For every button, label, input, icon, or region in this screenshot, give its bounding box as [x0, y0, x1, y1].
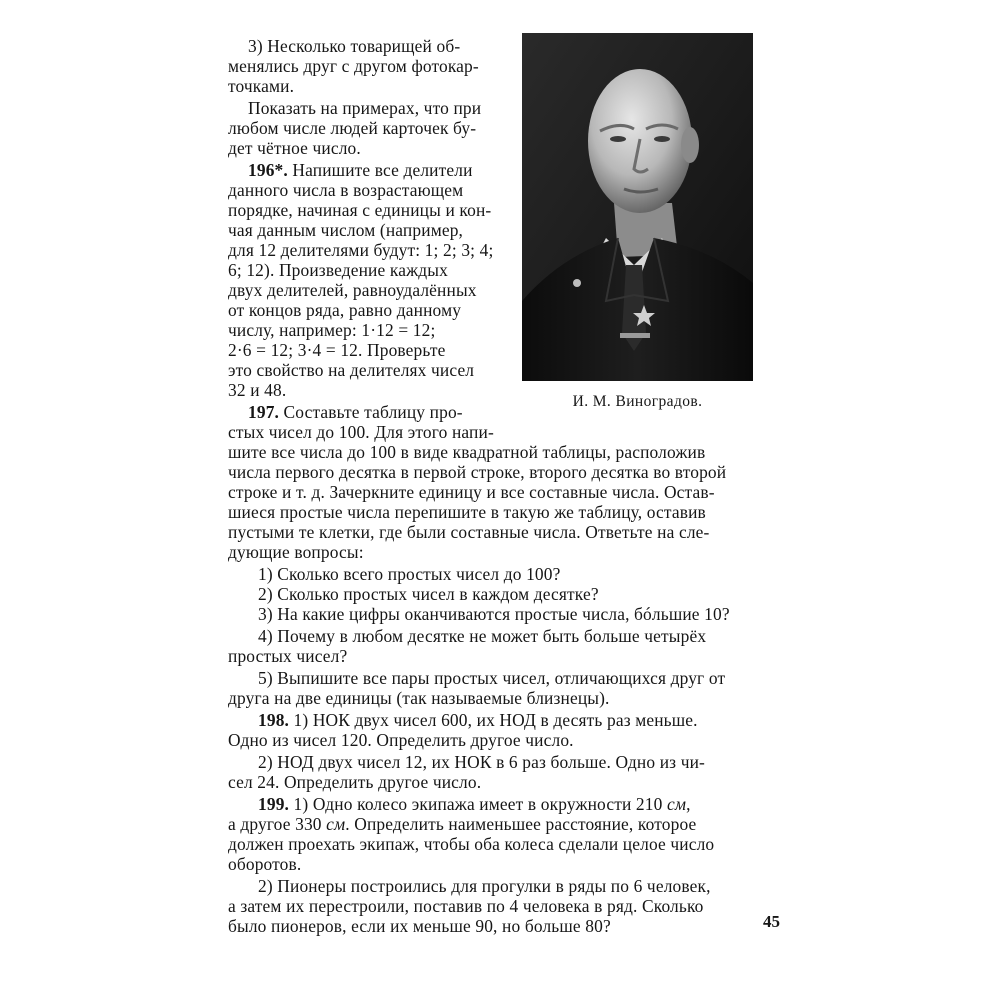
text-line: шиеся простые числа перепишите в такую же таблицу, оставив	[228, 502, 706, 522]
text-line: любом числе людей карточек бу-	[228, 118, 477, 138]
text-line: было пионеров, если их меньше 90, но больше 80?	[228, 916, 611, 936]
text-line: Одно из чисел 120. Определить другое число.	[228, 730, 574, 750]
question-1: 1) Сколько всего простых чисел до 100?	[258, 564, 561, 584]
portrait-illustration	[522, 33, 753, 381]
text-line: данного числа в возрастающем	[228, 180, 464, 200]
text-line: 2) НОД двух чисел 12, их НОК в 6 раз больше. Одно из чи-	[258, 752, 705, 772]
text-line: 2·6 = 12; 3·4 = 12. Проверьте	[228, 340, 446, 360]
text-line: стых чисел до 100. Для этого напи-	[228, 422, 494, 442]
text-span: ,	[686, 794, 691, 814]
text-line: а затем их перестроили, поставив по 4 человека в ряд. Сколько	[228, 896, 704, 916]
problem-196-first-line	[248, 160, 473, 180]
text-line: должен проехать экипаж, чтобы оба колеса сделали целое число	[228, 834, 715, 854]
text-line: это свойство на делителях чисел	[228, 360, 475, 380]
text-line: 6; 12). Произведение каждых	[228, 260, 448, 280]
problem-number: 196*.	[248, 160, 288, 180]
text-line: сел 24. Определить другое число.	[228, 772, 482, 792]
text-line: 2) Пионеры построились для прогулки в ряды по 6 человек,	[258, 876, 711, 896]
text-line: двух делителей, равноудалённых	[228, 280, 477, 300]
question-2: 2) Сколько простых чисел в каждом десятке?	[258, 584, 599, 604]
text-line: от концов ряда, равно данному	[228, 300, 462, 320]
problem-number: 199.	[258, 794, 290, 814]
text-line: дет чётное число.	[228, 138, 361, 158]
portrait-photo	[522, 33, 753, 381]
problem-number: 197.	[248, 402, 280, 422]
text-line: порядке, начиная с единицы и кон-	[228, 200, 492, 220]
text-line: 32 и 48.	[228, 380, 287, 400]
text-span: Составьте таблицу про-	[279, 402, 463, 422]
problem-197-first-line	[248, 402, 463, 422]
text-line: чая данным числом (например,	[228, 220, 464, 240]
text-span: а другое 330	[228, 814, 327, 834]
text-line: Показать на примерах, что при	[248, 98, 482, 118]
unit-cm: см	[666, 794, 687, 814]
text-line: оборотов.	[228, 854, 302, 874]
text-line	[228, 814, 696, 834]
page-number: 45	[763, 912, 780, 931]
text-line: числа первого десятка в первой строке, второго десятка во второй	[228, 462, 727, 482]
text-span: 1) Одно колесо экипажа имеет в окружности 210	[289, 794, 667, 814]
text-span: . Определить наименьшее расстояние, которое	[345, 814, 697, 834]
photo-caption: И. М. Виноградов.	[572, 393, 703, 410]
text-line: шите все числа до 100 в виде квадратной таблицы, расположив	[228, 442, 706, 462]
text-span: Напишите все делители	[287, 160, 473, 180]
text-line: 3) Несколько товарищей об-	[248, 36, 461, 56]
question-5: 5) Выпишите все пары простых чисел, отличающихся друг от	[258, 668, 726, 688]
text-line: точками.	[228, 76, 295, 96]
problem-198-first-line	[258, 710, 698, 730]
text-line: дующие вопросы:	[228, 542, 364, 562]
text-line: пустыми те клетки, где были составные числа. Ответьте на сле-	[228, 522, 710, 542]
text-line: числу, например: 1·12 = 12;	[228, 320, 436, 340]
text-span: 1) НОК двух чисел 600, их НОД в десять раз меньше.	[289, 710, 698, 730]
unit-cm: см	[326, 814, 346, 834]
problem-number: 198.	[258, 710, 290, 730]
text-line: друга на две единицы (так называемые близнецы).	[228, 688, 610, 708]
text-line: простых чисел?	[228, 646, 348, 666]
question-4: 4) Почему в любом десятке не может быть больше четырёх	[258, 626, 707, 646]
text-line: для 12 делителями будут: 1; 2; 3; 4;	[228, 240, 494, 260]
text-line: строке и т. д. Зачеркните единицу и все составные числа. Остав-	[228, 482, 715, 502]
problem-199-first-line	[258, 794, 691, 814]
text-line: менялись друг с другом фотокар-	[228, 56, 479, 76]
question-3: 3) На какие цифры оканчиваются простые числа, бóльшие 10?	[258, 604, 730, 624]
